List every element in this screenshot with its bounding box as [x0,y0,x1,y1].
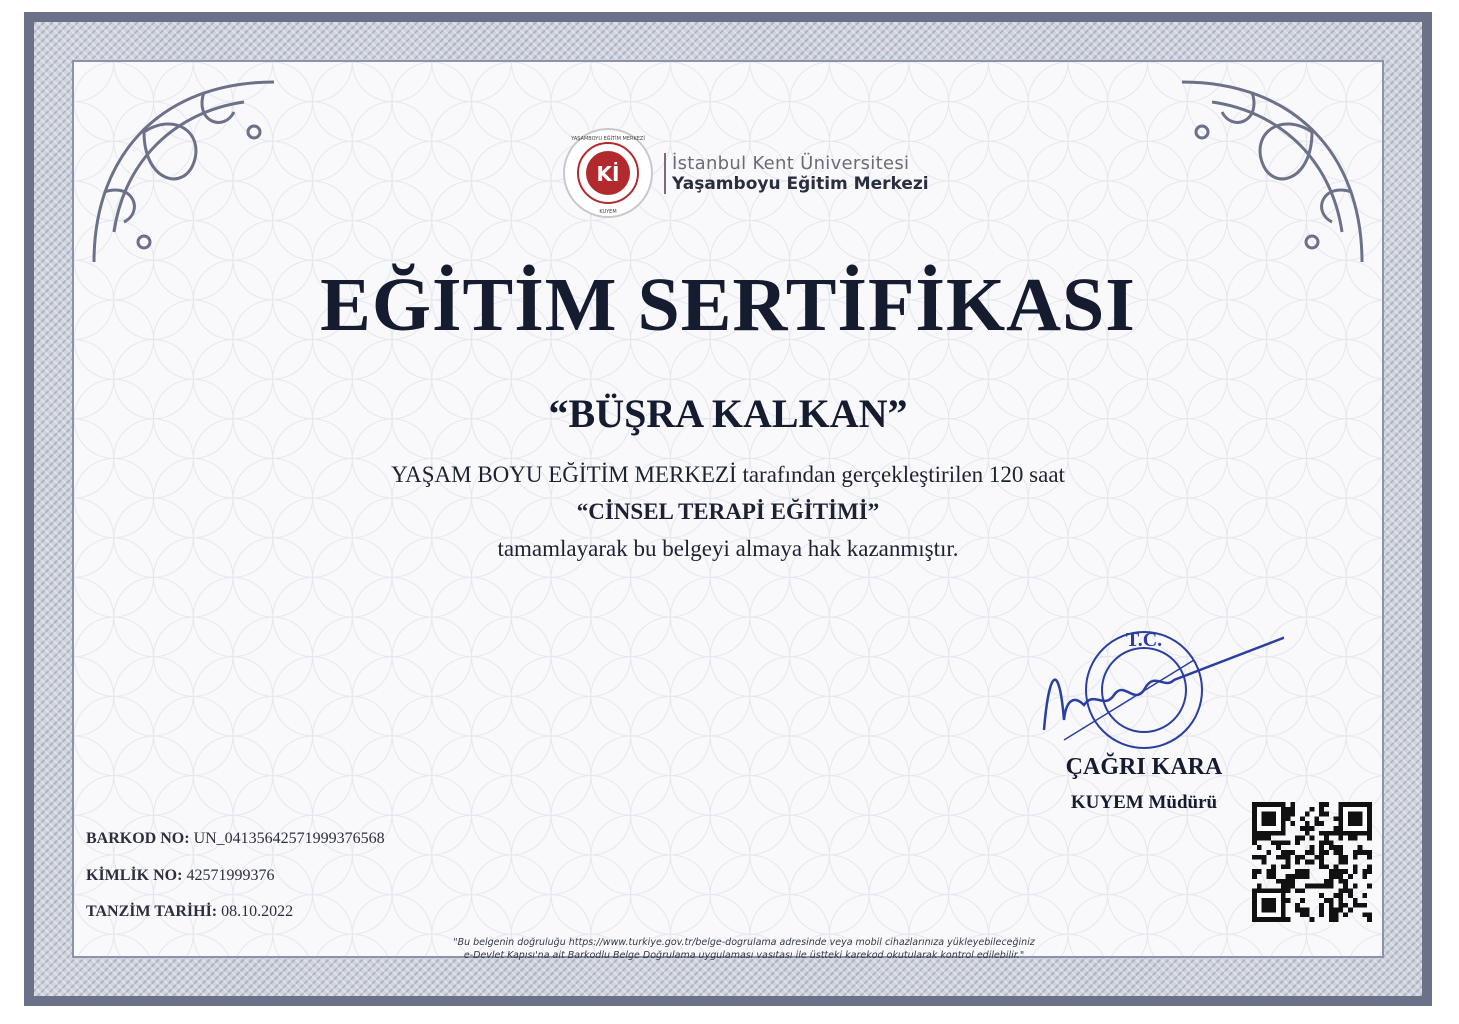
date-label: TANZİM TARİHİ: [86,903,218,920]
center-name: Yaşamboyu Eğitim Merkezi [672,173,929,194]
signer-title: KUYEM Müdürü [1070,792,1218,813]
verification-line-2: e-Devlet Kapısı'na ait Barkodlu Belge Doğrulama uygulaması vasıtası ile üstteki karekod okutularak kontrol edilebilir." [463,950,1025,962]
corner-ornament-icon [84,72,284,272]
certificate-paper [72,60,1384,962]
id-value: 42571999376 [186,867,275,884]
logo-text [664,153,929,194]
barcode-label: BARKOD NO: [86,830,190,847]
certificate-title: EĞİTİM SERTİFİKASI [320,263,1136,347]
body-line-3: tamamlayarak bu belgeyi almaya hak kazanmıştır. [497,536,959,561]
date-value: 08.10.2022 [221,903,294,920]
university-emblem-icon [562,127,654,219]
decorative-border [34,22,1422,996]
body-line-1: YAŞAM BOYU EĞİTİM MERKEZİ tarafından gerçekleştirilen 120 saat [391,462,1065,487]
university-logo [562,118,929,228]
signature-stamp-icon [1004,610,1284,760]
emblem-ring-top: YAŞAMBOYU EĞİTİM MERKEZİ [571,136,645,142]
verification-note [364,936,1124,963]
corner-ornament-icon [1172,72,1372,272]
course-name: “CİNSEL TERAPİ EĞİTİMİ” [576,499,880,524]
signer-name: ÇAĞRI KARA [1065,754,1223,780]
barcode-row [86,830,385,848]
recipient-name: “BÜŞRA KALKAN” [548,391,908,436]
barcode-value: UN_041356425719993765​68 [193,830,385,847]
emblem-ring-bottom: KUYEM [599,209,617,215]
id-row [86,867,274,885]
qr-code-icon[interactable] [1252,802,1372,922]
verification-line-1: "Bu belgenin doğruluğu https://www.turkiye.gov.tr/belge-dogrulama adresinde veya mobil cihazlarınıza yükleyebileceğiniz [453,937,1035,948]
certificate [24,12,1432,1006]
university-name: İstanbul Kent Üniversitesi [672,152,910,174]
id-label: KİMLİK NO: [86,867,183,884]
date-row [86,903,293,921]
emblem-letters: Kİ [596,162,620,186]
stamp-text: T.C. [1125,629,1163,651]
